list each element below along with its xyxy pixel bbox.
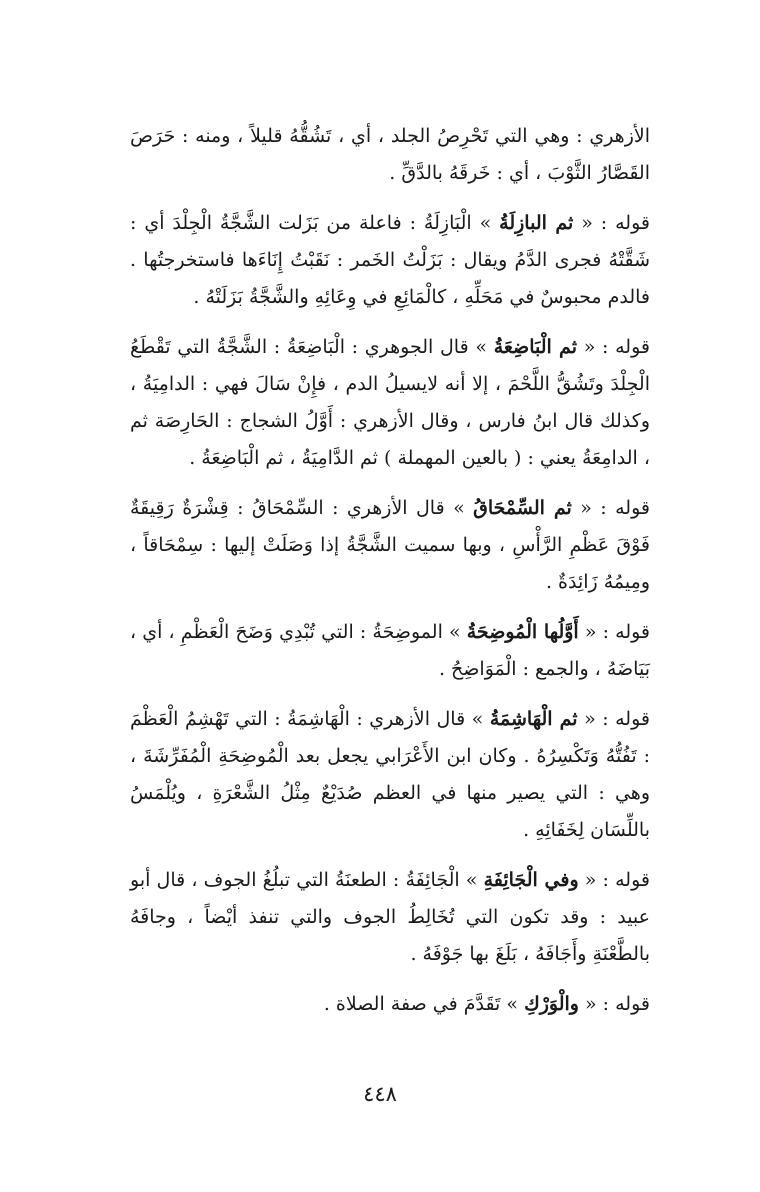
paragraph-text: » تَقَدَّمَ في صفة الصلاة . [323,993,519,1015]
entry-term: أَوَّلُها الْمُوضِحَةُ [466,621,579,643]
paragraph-simhaq [130,490,650,601]
paragraph-mudiha [130,614,650,688]
entry-term: ثم البازِلَةُ [499,212,574,234]
entry-term: ثم الْهَاشِمَةُ [489,708,578,730]
entry-term: ثم الْبَاضِعَةُ [493,336,577,358]
entry-term: ثم السِّمْحَاقُ [473,497,572,519]
paragraph-lead: قوله : « [585,993,650,1015]
paragraph-jaifa [130,862,650,973]
paragraph-lead: قوله : « [584,621,651,643]
paragraph-lead: قوله : « [580,497,650,519]
paragraph-lead: قوله : « [584,708,650,730]
paragraph-text: » قال الجوهري : الْبَاضِعَةُ : الشَّجَّةُ التي تَقْطَعُ الْجِلْدَ وتَشُقُّ اللَّحْمَ ، إلا أنه لايسيلُ الدم ، فإِنْ سَالَ فهي : الدامِيَةُ ، وكذلك قال ابنُ فارس ، وقال الأزهري : أَوَّلُ الشجاج : الحَارِصَة ثم ، الدامِعَةُ يعني : ( بالعين المهملة ) ثم الدَّامِيَةُ ، ثم الْبَاضِعَةُ . [130,336,650,469]
paragraph-bazila [130,205,650,316]
paragraph-wark [130,986,650,1023]
paragraph-text: الأزهري : وهي التي تَحْرِصُ الجلد ، أي ، تَشُقُّهُ قليلاً ، ومنه : حَرَصَ القَصَّارُ الثَّوْبَ ، أي : خَرقَهُ بالدَّقِّ . [130,125,650,184]
paragraph-text: » قال الأزهري : الْهَاشِمَةُ : التي تَهْشِمُ الْعَظْمَ : تَفُتُّهُ وَتَكْسِرُهُ . وكان ابن الأَعْرَابي يجعل بعد الْمُوضِحَةِ الْمُفَرِّشَةَ ، وهي : التي يصير منها في العظم صُدَيْعٌ مِثْلُ الشَّعْرَةِ ، ويُلْمَسُ باللِّسَان لِخَفَائِهِ . [130,708,650,841]
paragraph-text: » الموضِحَةُ : التي تُبْدِي وَضَحَ الْعَظْمِ ، أي ، بَيَاضَهُ ، والجمع : الْمَوَاضِحُ . [130,621,650,680]
paragraph-text: » قال الأزهري : السِّمْحَاقُ : قِشْرَةٌ رَقِيقَةٌ فَوْقَ عَظْمِ الرَّأْسِ ، وبها سميت الشَّجَّةُ إذا وَصَلَتْ إليها : سِمْحَاقاً ، ومِيمُهُ زَائِدَةٌ . [130,497,650,593]
entry-term: والْوَرْكِ [524,993,579,1015]
paragraph-hashima [130,701,650,849]
paragraph-text: » الْبَازِلَةُ : فاعلة من بَزَلت الشَّجَّةُ الْجِلْدَ أي : شَقَّتْهُ فجرى الدَّمُ ويقال : بَزَلْتُ الخَمر : نَقَبْتُ إِنَاءَها فاستخرجتُها . فالدم محبوسٌ في مَحَلِّهِ ، كالْمَائِعِ في وِعَائِهِ والشَّجَّةُ بَزَلَتْهُ . [130,212,650,308]
paragraph-lead: قوله : « [583,336,650,358]
page-body [130,118,650,1036]
entry-term: وفي الْجَائِفَةِ [483,869,579,891]
paragraph-lead: قوله : « [581,212,650,234]
paragraph-badia [130,329,650,477]
paragraph-harisa-continued [130,118,650,192]
paragraph-lead: قوله : « [584,869,650,891]
page-number: ٤٤٨ [363,1082,397,1106]
paragraph-text: » الْجَائِفَةُ : الطعنَةُ التي تبلُغُ الجوف ، قال أبو عبيد : وقد تكون التي تُخَالِطُ الجوف والتي تنفذ أيْضاً ، وجافَهُ بالطَّعْنَةِ وأَجَافَهُ ، بَلَغَ بها جَوْفَهُ . [130,869,650,965]
